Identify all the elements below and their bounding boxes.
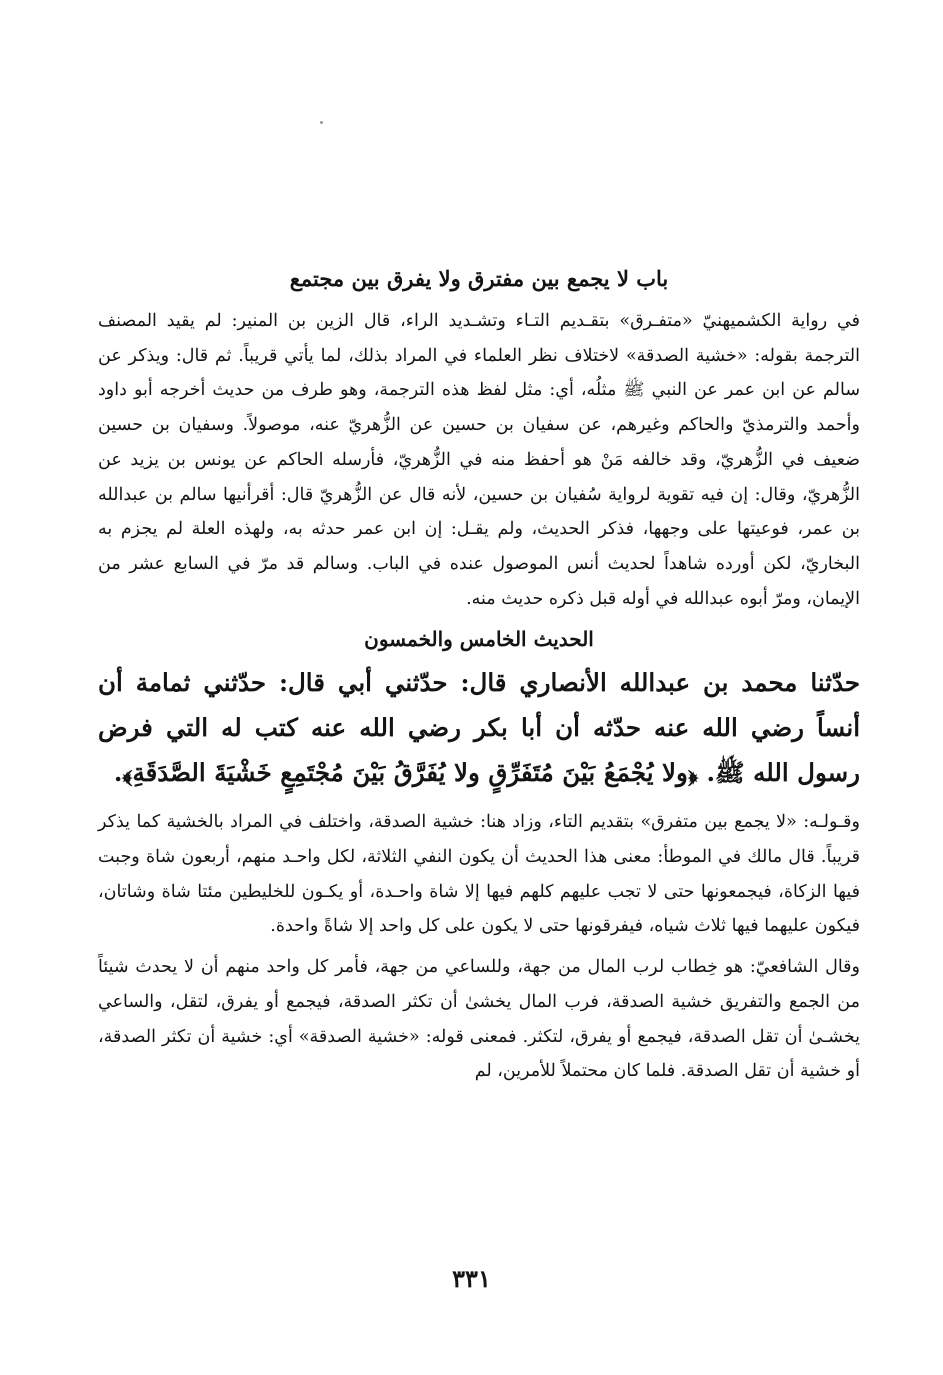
commentary-paragraph-2: وقـولـه: «لا يجمع بين متفرق» بتقديم التاء، وزاد هنا: خشية الصدقة، واختلف في المراد بالخشية كما يذكر قريباً. قال مالك في الموطأ: معنى هذا الحديث أن يكون النفي الثلاثة، لكل واحـد منهم، أربعون شاة وجبت فيها الزكاة، فيجمعونها حتى لا تجب عليهم كلهم فيها إلا شاة واحـدة، أو يكـون للخليطين مئتا شاة وشاتان، فيكون عليهما فيها ثلاث شياه، فيفرقونها حتى لا يكون على كل واحد إلا شاةً واحدة. xyxy=(98,812,860,937)
commentary-paragraph-1: في رواية الكشميهنيّ «متفـرق» بتقـديم التـاء وتشـديد الراء، قال الزين بن المنير: لم يقيد المصنف الترجمة بقوله: «خشية الصدقة» لاختلاف نظر العلماء في المراد بذلك، لما يأتي قريباً. ثم قال: ويذكر عن سالم عن ابن عمر عن النبي ﷺ مثلُه، أي: مثل لفظ هذه الترجمة، وهو طرف من حديث أخرجه أبو داود وأحمد والترمذيّ والحاكم وغيرهم، عن سفيان بن حسين عن الزُّهريّ عنه، موصولاً. وسفيان بن حسين ضعيف في الزُّهريّ، وقد خالفه مَنْ هو أحفظ منه في الزُّهريّ، فأرسله الحاكم عن يونس بن يزيد عن الزُّهريّ، وقال: إن فيه تقوية لرواية سُفيان بن حسين، لأنه قال عن الزُّهريّ قال: أقرأنيها سالم بن عبدالله بن عمر، فوعيتها على وجهها، فذكر الحديث، ولم يقـل: إن ابن عمر حدثه به، ولهذه العلة لم يجزم به البخاريّ، لكن أورده شاهداً لحديث أنس الموصول عنده في الباب. وسالم قد مرّ في السابع عشر من الإيمان، ومرّ أبوه عبدالله في أوله قبل ذكره حديث منه. xyxy=(98,311,860,609)
hadith-text: حدّثنا محمد بن عبدالله الأنصاري قال: حدّثني أبي قال: حدّثني ثمامة أن أنساً رضي الله عنه حدّثه أن أبا بكر رضي الله عنه كتب له التي فرض رسول الله ﷺ. ﴿ولا يُجْمَعُ بَيْنَ مُتَفَرِّقٍ ولا يُفَرَّقُ بَيْنَ مُجْتَمِعٍ خَشْيَةَ الصَّدَقَةِ﴾. xyxy=(98,668,860,788)
chapter-title: باب لا يجمع بين مفترق ولا يفرق بين مجتمع xyxy=(289,266,669,291)
page-number: ٣٣١ xyxy=(452,1264,491,1293)
commentary-paragraph-3: وقال الشافعيّ: هو خِطاب لرب المال من جهة، وللساعي من جهة، فأمر كل واحد منهم أن لا يحدث شيئاً من الجمع والتفريق خشية الصدقة، فرب المال يخشىٰ أن تكثر الصدقة، فيجمع أو يفرق، لتقل، والساعي يخشـىٰ أن تقل الصدقة، فيجمع أو يفرق، لتكثر. فمعنى قوله: «خشية الصدقة» أي: خشية أن تكثر الصدقة، أو خشية أن تقل الصدقة. فلما كان محتملاً للأمرين، لم xyxy=(98,957,860,1082)
page-body xyxy=(98,262,860,1089)
scan-speck xyxy=(320,121,323,124)
hadith-heading: الحديث الخامس والخمسون xyxy=(364,627,594,652)
